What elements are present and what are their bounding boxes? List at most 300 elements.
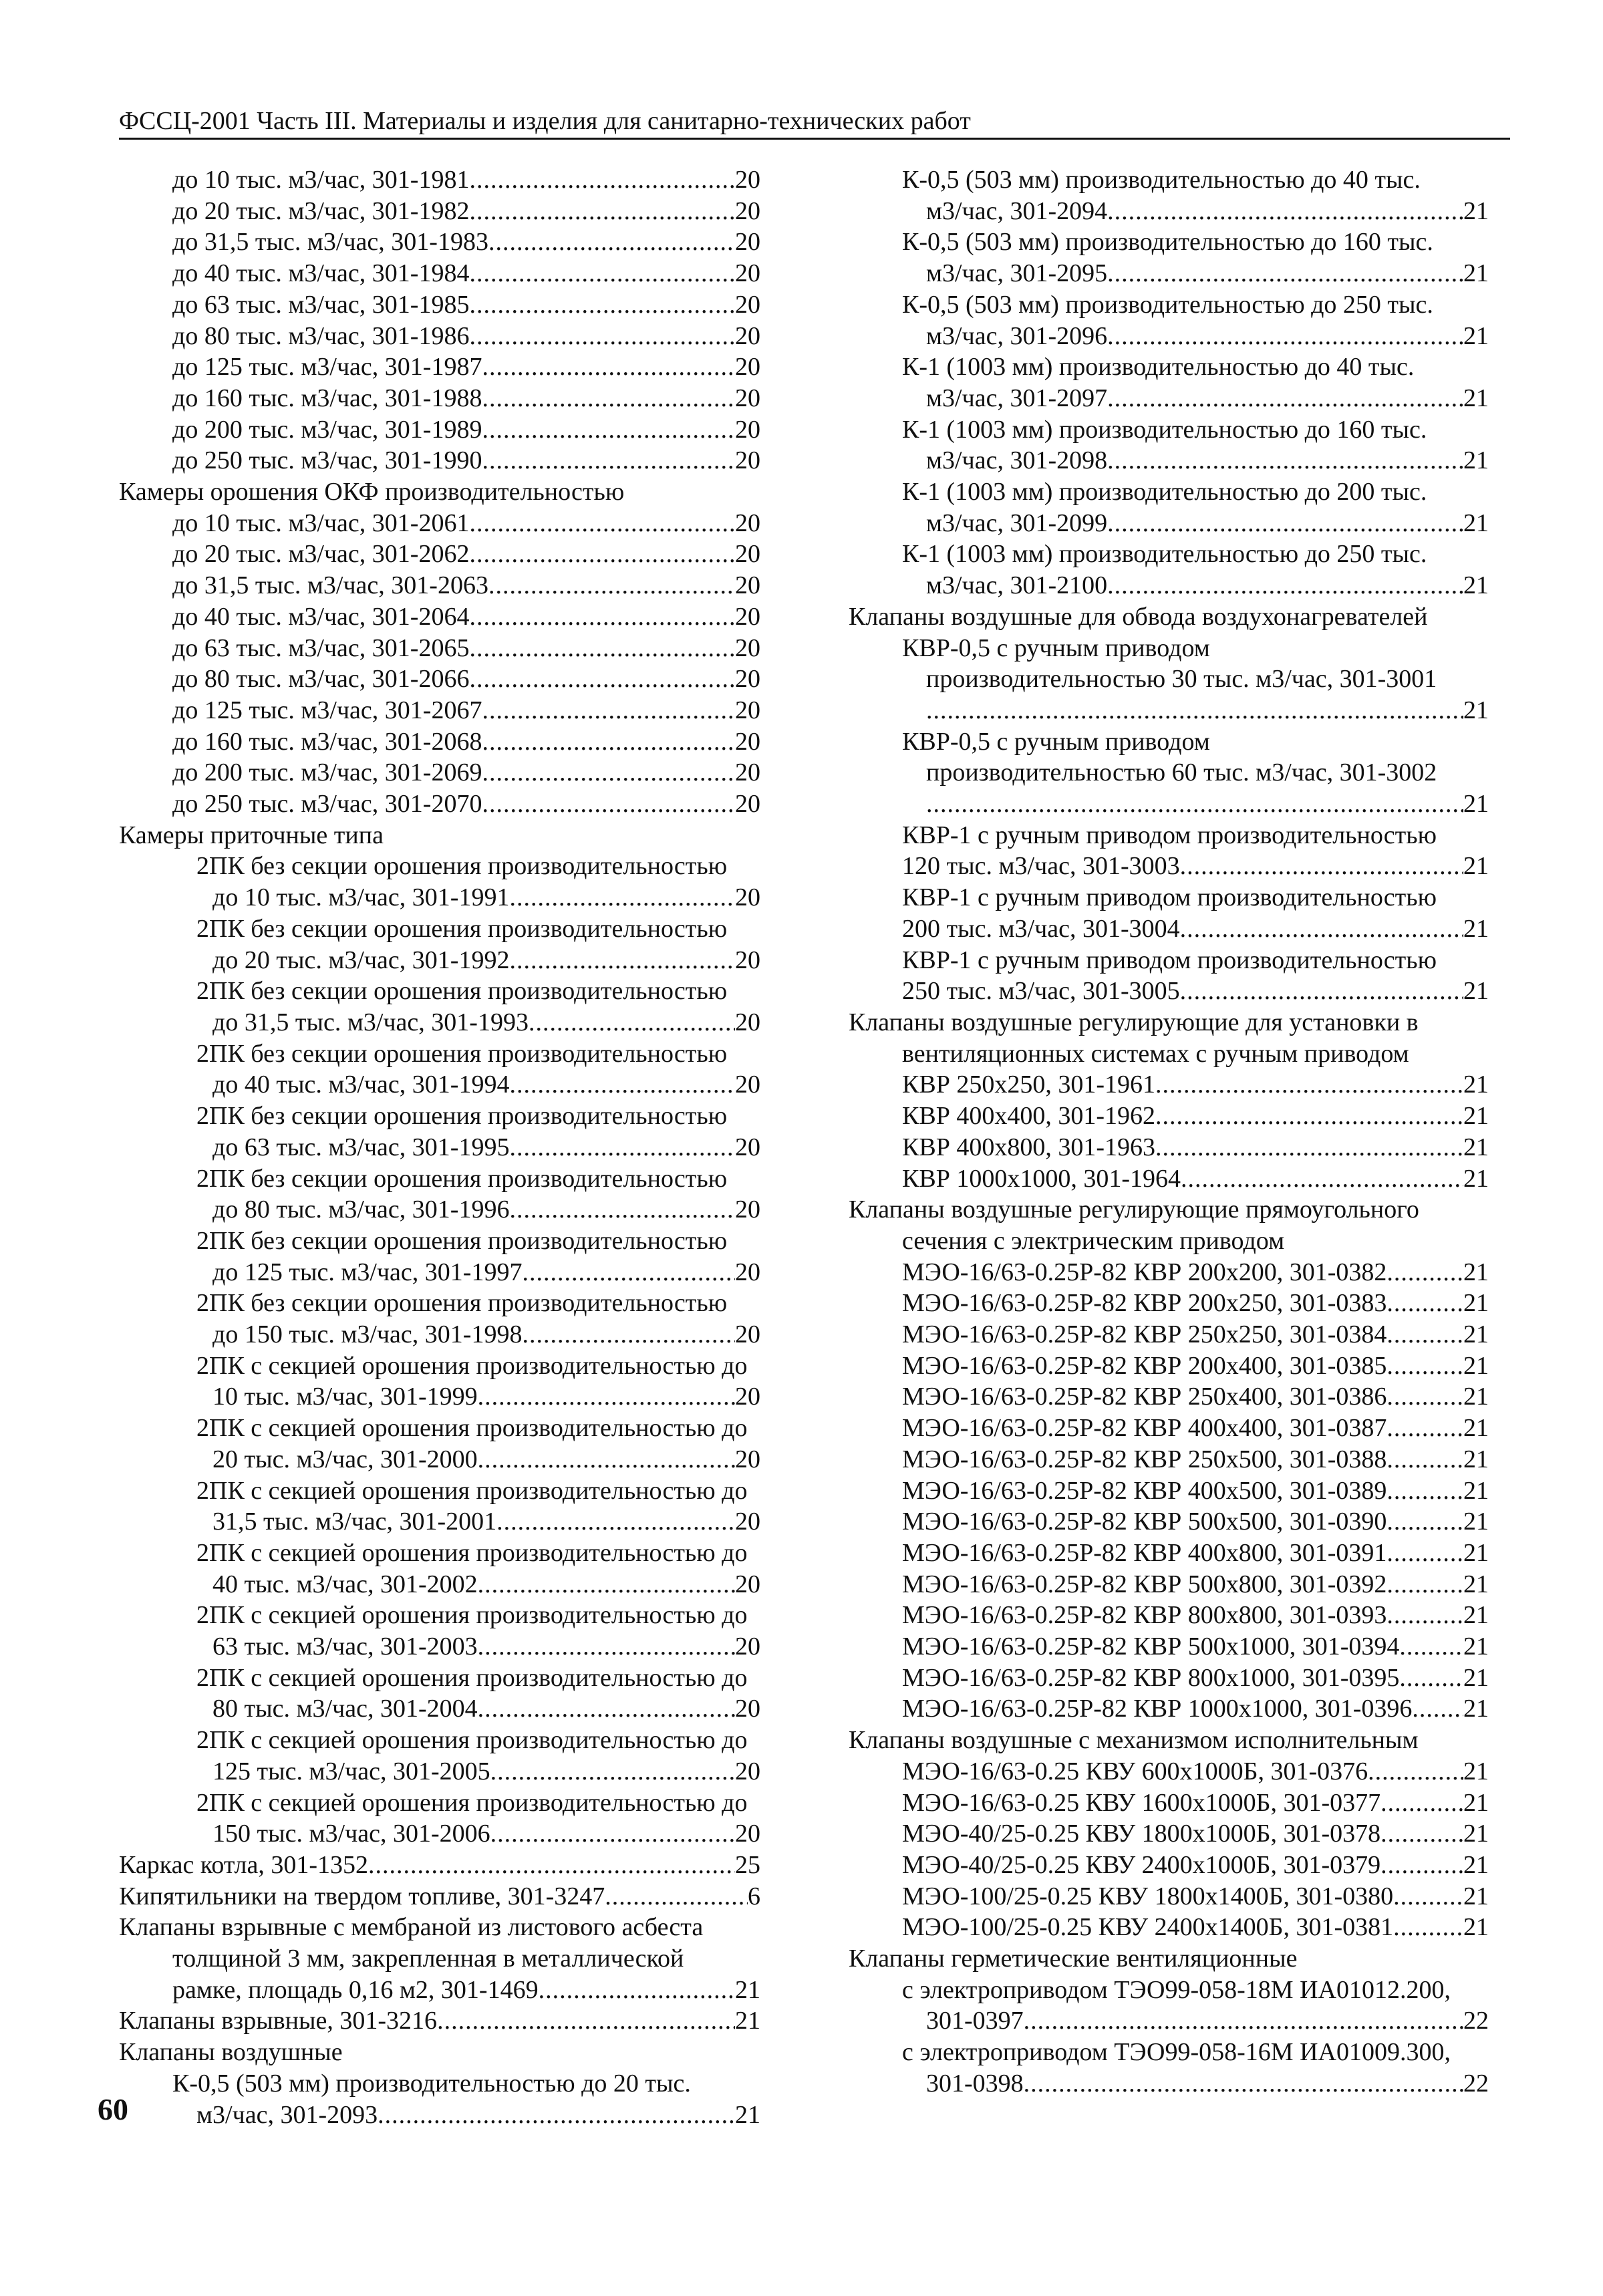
entry-text: до 160 тыс. м3/час, 301-1988 xyxy=(172,384,482,412)
dot-leader xyxy=(539,1975,735,2006)
entry-text: до 80 тыс. м3/час, 301-1986 xyxy=(172,321,470,350)
dot-leader xyxy=(1155,1101,1463,1132)
entry-page: 21 xyxy=(1463,446,1489,475)
entry-text: до 40 тыс. м3/час, 301-1984 xyxy=(172,259,470,288)
entry-page: 20 xyxy=(735,384,760,412)
entry-text: рамке, площадь 0,16 м2, 301-1469 xyxy=(172,1975,539,2004)
entry-page: 20 xyxy=(735,790,760,819)
entry-text: 200 тыс. м3/час, 301-3004 xyxy=(902,914,1180,943)
index-entry xyxy=(849,1850,1489,1881)
dot-leader xyxy=(1180,851,1463,882)
index-entry xyxy=(849,1569,1489,1600)
dot-leader xyxy=(1181,1163,1463,1195)
index-entry xyxy=(119,882,760,913)
index-entry xyxy=(849,1912,1489,1943)
index-heading xyxy=(119,1288,760,1319)
index-entry xyxy=(119,445,760,476)
index-entry xyxy=(849,1600,1489,1631)
entry-text: 2ПК без секции орошения производительностью xyxy=(196,1226,728,1255)
entry-text: сечения с электрическим приводом xyxy=(902,1226,1285,1255)
index-heading xyxy=(849,1038,1489,1070)
entry-page: 21 xyxy=(1463,196,1489,225)
index-heading xyxy=(119,1663,760,1694)
entry-text: КВР-1 с ручным приводом производительностью xyxy=(902,946,1437,974)
entry-text: производительностью 30 тыс. м3/час, 301-3001 xyxy=(926,665,1437,694)
index-entry xyxy=(119,726,760,758)
entry-page: 21 xyxy=(1463,696,1489,724)
dot-leader xyxy=(1380,1818,1463,1850)
dot-leader xyxy=(1387,1381,1463,1413)
dot-leader xyxy=(926,788,1463,820)
entry-text: до 40 тыс. м3/час, 301-1994 xyxy=(212,1070,510,1099)
entry-text: Каркас котла, 301-1352 xyxy=(119,1850,369,1879)
entry-page: 21 xyxy=(1463,1882,1489,1910)
index-entry xyxy=(119,321,760,352)
entry-page: 20 xyxy=(735,1008,760,1036)
entry-page: 21 xyxy=(1463,509,1489,537)
index-entry xyxy=(849,976,1489,1007)
entry-text: МЭО-16/63-0.25Р-82 КВР 250x400, 301-0386 xyxy=(902,1383,1387,1411)
index-entry xyxy=(119,1257,760,1288)
entry-page: 21 xyxy=(1463,1445,1489,1473)
dot-leader xyxy=(1393,1912,1463,1943)
dot-leader xyxy=(482,414,735,446)
entry-text: вентиляционных системах с ручным приводом xyxy=(902,1039,1409,1068)
index-entry xyxy=(849,1163,1489,1195)
dot-leader xyxy=(1155,1132,1463,1163)
entry-text: МЭО-100/25-0.25 КВУ 2400x1400Б, 301-0381 xyxy=(902,1913,1394,1942)
index-heading xyxy=(849,2037,1489,2068)
dot-leader xyxy=(469,508,735,539)
dot-leader xyxy=(1107,508,1463,539)
entry-text: К-0,5 (503 мм) производительностью до 160 тыс. xyxy=(902,228,1433,257)
index-heading xyxy=(119,976,760,1007)
dot-leader xyxy=(1380,1850,1463,1881)
entry-text: К-1 (1003 мм) производительностью до 250 тыс. xyxy=(902,540,1427,569)
dot-leader xyxy=(478,1569,735,1600)
index-entry xyxy=(849,1257,1489,1288)
dot-leader xyxy=(1107,445,1463,476)
entry-page: 21 xyxy=(1463,1508,1489,1536)
dot-leader xyxy=(605,1881,748,1912)
entry-page: 21 xyxy=(1463,1757,1489,1785)
entry-page: 21 xyxy=(735,2007,760,2035)
index-entry xyxy=(849,1413,1489,1444)
dot-leader xyxy=(469,196,735,227)
entry-text: Камеры орошения ОКФ производительностью xyxy=(119,478,625,507)
index-entry xyxy=(119,757,760,788)
entry-page: 21 xyxy=(1463,1476,1489,1505)
entry-page: 21 xyxy=(1463,1570,1489,1598)
entry-text: до 20 тыс. м3/час, 301-1992 xyxy=(212,946,510,974)
entry-page: 21 xyxy=(1463,1164,1489,1193)
index-entry xyxy=(849,258,1489,289)
entry-page: 20 xyxy=(735,1258,760,1286)
index-entry xyxy=(119,1881,760,1912)
entry-text: до 63 тыс. м3/час, 301-1995 xyxy=(212,1133,510,1161)
dot-leader xyxy=(1387,1475,1463,1507)
entry-page: 20 xyxy=(735,602,760,631)
dot-leader xyxy=(1387,1319,1463,1350)
entry-text: до 10 тыс. м3/час, 301-1981 xyxy=(172,166,470,194)
entry-text: м3/час, 301-2094 xyxy=(926,196,1108,225)
entry-page: 20 xyxy=(735,1820,760,1848)
entry-page: 20 xyxy=(735,758,760,787)
index-entry xyxy=(119,633,760,664)
entry-text: МЭО-16/63-0.25 КВУ 1600x1000Б, 301-0377 xyxy=(902,1788,1381,1817)
index-heading xyxy=(119,1226,760,1257)
entry-page: 20 xyxy=(735,415,760,444)
index-entry xyxy=(849,695,1489,726)
entry-text: 250 тыс. м3/час, 301-3005 xyxy=(902,977,1180,1006)
entry-text: толщиной 3 мм, закрепленная в металлической xyxy=(172,1945,684,1973)
entry-page: 21 xyxy=(1463,1663,1489,1692)
entry-page: 20 xyxy=(735,571,760,600)
index-heading xyxy=(849,1725,1489,1756)
entry-text: Клапаны воздушные регулирующие для установки в xyxy=(849,1008,1419,1036)
dot-leader xyxy=(509,882,735,913)
entry-text: 2ПК с секцией орошения производительностью до xyxy=(196,1538,748,1567)
index-heading xyxy=(849,1194,1489,1226)
entry-text: 31,5 тыс. м3/час, 301-2001 xyxy=(212,1508,497,1536)
index-heading xyxy=(849,164,1489,196)
entry-text: Клапаны взрывные с мембраной из листового асбеста xyxy=(119,1913,704,1942)
index-entry xyxy=(849,2005,1489,2037)
dot-leader xyxy=(522,1257,735,1288)
entry-text: м3/час, 301-2100 xyxy=(926,571,1108,600)
dot-leader xyxy=(469,321,735,352)
entry-page: 20 xyxy=(735,1195,760,1224)
entry-text: производительностью 60 тыс. м3/час, 301-3002 xyxy=(926,758,1437,787)
index-entry xyxy=(849,1787,1489,1819)
entry-page: 20 xyxy=(735,259,760,288)
entry-text: МЭО-16/63-0.25Р-82 КВР 250x250, 301-0384 xyxy=(902,1320,1387,1349)
entry-text: МЭО-16/63-0.25 КВУ 600x1000Б, 301-0376 xyxy=(902,1757,1368,1785)
entry-text: до 160 тыс. м3/час, 301-2068 xyxy=(172,727,482,756)
entry-text: 301-0398 xyxy=(926,2069,1024,2098)
dot-leader xyxy=(1387,1569,1463,1600)
dot-leader xyxy=(469,633,735,664)
dot-leader xyxy=(1387,1444,1463,1475)
entry-page: 21 xyxy=(1463,1820,1489,1848)
index-heading xyxy=(119,1413,760,1444)
entry-page: 20 xyxy=(735,540,760,569)
index-entry xyxy=(849,1132,1489,1163)
dot-leader xyxy=(1180,976,1463,1007)
index-entry xyxy=(119,289,760,321)
dot-leader xyxy=(469,539,735,570)
index-entry xyxy=(119,383,760,414)
entry-text: 2ПК без секции орошения производительностью xyxy=(196,1102,728,1131)
entry-text: 120 тыс. м3/час, 301-3003 xyxy=(902,852,1180,881)
entry-text: Клапаны воздушные xyxy=(119,2038,343,2067)
dot-leader xyxy=(1399,1631,1463,1663)
entry-text: 2ПК без секции орошения производительностью xyxy=(196,914,728,943)
index-heading xyxy=(849,414,1489,446)
entry-page: 20 xyxy=(735,946,760,974)
index-heading xyxy=(119,1350,760,1382)
index-entry xyxy=(849,321,1489,352)
index-heading xyxy=(119,851,760,882)
entry-page: 21 xyxy=(1463,790,1489,819)
entry-text: МЭО-16/63-0.25Р-82 КВР 200x250, 301-0383 xyxy=(902,1289,1387,1318)
entry-text: Клапаны герметические вентиляционные xyxy=(849,1945,1298,1973)
entry-page: 20 xyxy=(735,1508,760,1536)
entry-text: м3/час, 301-2097 xyxy=(926,384,1108,412)
entry-page: 21 xyxy=(1463,852,1489,881)
entry-text: до 125 тыс. м3/час, 301-1997 xyxy=(212,1258,523,1286)
entry-text: 63 тыс. м3/час, 301-2003 xyxy=(212,1632,478,1661)
entry-page: 6 xyxy=(748,1882,760,1910)
index-entry xyxy=(119,539,760,570)
entry-page: 21 xyxy=(1463,1320,1489,1349)
index-heading xyxy=(119,1538,760,1569)
entry-text: до 63 тыс. м3/час, 301-1985 xyxy=(172,290,470,319)
dot-leader xyxy=(1387,1413,1463,1444)
entry-text: до 125 тыс. м3/час, 301-1987 xyxy=(172,353,482,382)
entry-text: КВР-0,5 с ручным приводом xyxy=(902,727,1210,756)
index-entry xyxy=(119,2100,760,2131)
dot-leader xyxy=(482,788,735,820)
entry-text: до 10 тыс. м3/час, 301-2061 xyxy=(172,509,470,537)
index-entry xyxy=(119,1506,760,1538)
index-entry xyxy=(849,508,1489,539)
dot-leader xyxy=(509,1132,735,1163)
dot-leader xyxy=(1387,1288,1463,1319)
dot-leader xyxy=(378,2100,735,2131)
entry-text: КВР 1000x1000, 301-1964 xyxy=(902,1164,1181,1193)
index-heading xyxy=(849,227,1489,258)
entry-text: МЭО-16/63-0.25Р-82 КВР 400x500, 301-0389 xyxy=(902,1476,1387,1505)
dot-leader xyxy=(469,289,735,321)
index-entry xyxy=(119,1850,760,1881)
entry-text: Клапаны воздушные регулирующие прямоугольного xyxy=(849,1195,1419,1224)
index-entry xyxy=(119,2005,760,2037)
index-entry xyxy=(849,1663,1489,1694)
entry-text: до 125 тыс. м3/час, 301-2067 xyxy=(172,696,482,724)
entry-text: м3/час, 301-2095 xyxy=(926,259,1108,288)
index-entry xyxy=(849,1319,1489,1350)
dot-leader xyxy=(496,1506,735,1538)
entry-text: 2ПК с секцией орошения производительностью до xyxy=(196,1663,748,1692)
entry-page: 20 xyxy=(735,166,760,194)
entry-page: 20 xyxy=(735,1070,760,1099)
entry-text: МЭО-40/25-0.25 КВУ 1800x1000Б, 301-0378 xyxy=(902,1820,1381,1848)
dot-leader xyxy=(482,351,735,383)
entry-text: до 31,5 тыс. м3/час, 301-2063 xyxy=(172,571,488,600)
entry-text: К-1 (1003 мм) производительностью до 40 тыс. xyxy=(902,353,1415,382)
dot-leader xyxy=(482,757,735,788)
index-entry xyxy=(119,164,760,196)
entry-text: МЭО-16/63-0.25Р-82 КВР 200x200, 301-0382 xyxy=(902,1258,1387,1286)
index-heading xyxy=(119,1038,760,1070)
entry-text: МЭО-16/63-0.25Р-82 КВР 800x800, 301-0393 xyxy=(902,1601,1387,1630)
entry-page: 21 xyxy=(1463,1601,1489,1630)
entry-text: 2ПК с секцией орошения производительностью до xyxy=(196,1726,748,1755)
index-heading xyxy=(849,633,1489,664)
index-entry xyxy=(849,1288,1489,1319)
entry-text: до 20 тыс. м3/час, 301-1982 xyxy=(172,196,470,225)
dot-leader xyxy=(1107,383,1463,414)
index-heading xyxy=(119,913,760,945)
entry-text: МЭО-100/25-0.25 КВУ 1800x1400Б, 301-0380 xyxy=(902,1882,1394,1910)
entry-text: КВР 400x800, 301-1963 xyxy=(902,1133,1155,1161)
entry-page: 20 xyxy=(735,1133,760,1161)
index-heading xyxy=(119,1725,760,1756)
entry-text: 150 тыс. м3/час, 301-2006 xyxy=(212,1820,490,1848)
dot-leader xyxy=(1380,1787,1463,1819)
entry-text: 40 тыс. м3/час, 301-2002 xyxy=(212,1570,478,1598)
entry-text: МЭО-16/63-0.25Р-82 КВР 200x400, 301-0385 xyxy=(902,1351,1387,1380)
entry-text: МЭО-16/63-0.25Р-82 КВР 500x1000, 301-0394 xyxy=(902,1632,1400,1661)
dot-leader xyxy=(1107,570,1463,601)
dot-leader xyxy=(469,258,735,289)
index-entry xyxy=(119,601,760,633)
entry-text: до 80 тыс. м3/час, 301-1996 xyxy=(212,1195,510,1224)
index-heading xyxy=(119,820,760,851)
entry-page: 21 xyxy=(1463,384,1489,412)
dot-leader xyxy=(1387,1538,1463,1569)
entry-text: до 31,5 тыс. м3/час, 301-1993 xyxy=(212,1008,529,1036)
entry-page: 25 xyxy=(735,1850,760,1879)
dot-leader xyxy=(478,1444,735,1475)
entry-page: 20 xyxy=(735,1320,760,1349)
entry-text: до 200 тыс. м3/час, 301-2069 xyxy=(172,758,482,787)
running-header: ФССЦ-2001 Часть III. Материалы и изделия для санитарно-технических работ xyxy=(119,106,1510,140)
entry-page: 21 xyxy=(1463,1414,1489,1443)
dot-leader xyxy=(482,445,735,476)
dot-leader xyxy=(490,1756,735,1787)
entry-text: 301-0397 xyxy=(926,2007,1024,2035)
entry-page: 20 xyxy=(735,446,760,475)
entry-text: 2ПК с секцией орошения производительностью до xyxy=(196,1476,748,1505)
index-heading xyxy=(849,351,1489,383)
dot-leader xyxy=(478,1381,735,1413)
index-entry xyxy=(119,414,760,446)
index-entry xyxy=(849,2068,1489,2100)
index-entry xyxy=(119,1631,760,1663)
index-heading xyxy=(849,945,1489,976)
dot-leader xyxy=(1387,1257,1463,1288)
entry-text: КВР 400x400, 301-1962 xyxy=(902,1102,1155,1131)
index-entry xyxy=(849,1381,1489,1413)
dot-leader xyxy=(522,1319,735,1350)
entry-page: 21 xyxy=(735,2100,760,2129)
entry-text: 2ПК с секцией орошения производительностью до xyxy=(196,1414,748,1443)
entry-page: 22 xyxy=(1463,2007,1489,2035)
entry-text: МЭО-16/63-0.25Р-82 КВР 250x500, 301-0388 xyxy=(902,1445,1387,1473)
index-entry xyxy=(119,1693,760,1725)
entry-page: 20 xyxy=(735,290,760,319)
index-heading xyxy=(119,2068,760,2100)
entry-page: 21 xyxy=(1463,1632,1489,1661)
index-heading xyxy=(119,1912,760,1943)
entry-text: с электроприводом ТЭО99-058-16М ИА01009.300, xyxy=(902,2038,1451,2067)
entry-text: Камеры приточные типа xyxy=(119,821,384,849)
index-entry xyxy=(849,1631,1489,1663)
entry-page: 20 xyxy=(735,353,760,382)
index-heading xyxy=(849,664,1489,695)
entry-page: 21 xyxy=(1463,1913,1489,1942)
entry-text: 2ПК без секции орошения производительностью xyxy=(196,977,728,1006)
index-entry xyxy=(119,1007,760,1038)
entry-page: 21 xyxy=(1463,1133,1489,1161)
entry-page: 21 xyxy=(1463,259,1489,288)
index-heading xyxy=(119,2037,760,2068)
entry-text: КВР 250x250, 301-1961 xyxy=(902,1070,1155,1099)
entry-page: 21 xyxy=(1463,1383,1489,1411)
dot-leader xyxy=(1412,1693,1463,1725)
dot-leader xyxy=(1024,2005,1463,2037)
index-entry xyxy=(849,1069,1489,1101)
index-entry xyxy=(119,1569,760,1600)
index-heading xyxy=(849,476,1489,508)
index-entry xyxy=(849,1101,1489,1132)
index-entry xyxy=(849,1475,1489,1507)
index-entry xyxy=(849,851,1489,882)
index-entry xyxy=(119,1818,760,1850)
entry-text: до 250 тыс. м3/час, 301-2070 xyxy=(172,790,482,819)
index-entry xyxy=(119,945,760,976)
index-entry xyxy=(119,570,760,601)
index-entry xyxy=(119,508,760,539)
index-heading xyxy=(849,1943,1489,1975)
entry-text: 2ПК без секции орошения производительностью xyxy=(196,1164,728,1193)
entry-text: м3/час, 301-2096 xyxy=(926,321,1108,350)
dot-leader xyxy=(478,1693,735,1725)
dot-leader xyxy=(482,726,735,758)
index-heading xyxy=(119,1163,760,1195)
index-entry xyxy=(849,196,1489,227)
entry-page: 21 xyxy=(1463,571,1489,600)
entry-page: 21 xyxy=(1463,1850,1489,1879)
dot-leader xyxy=(1107,321,1463,352)
entry-text: МЭО-16/63-0.25Р-82 КВР 400x400, 301-0387 xyxy=(902,1414,1387,1443)
entry-text: К-0,5 (503 мм) производительностью до 20 тыс. xyxy=(172,2069,691,2098)
dot-leader xyxy=(490,1818,735,1850)
entry-text: до 20 тыс. м3/час, 301-2062 xyxy=(172,540,470,569)
index-entry xyxy=(119,351,760,383)
entry-page: 20 xyxy=(735,727,760,756)
dot-leader xyxy=(1399,1663,1463,1694)
entry-text: до 40 тыс. м3/час, 301-2064 xyxy=(172,602,470,631)
entry-page: 21 xyxy=(1463,1070,1489,1099)
dot-leader xyxy=(1387,1350,1463,1382)
index-heading xyxy=(849,1226,1489,1257)
entry-text: 2ПК с секцией орошения производительностью до xyxy=(196,1351,748,1380)
entry-page: 21 xyxy=(1463,1351,1489,1380)
index-heading xyxy=(849,726,1489,758)
index-entry xyxy=(119,1756,760,1787)
entry-text: КВР-1 с ручным приводом производительностью xyxy=(902,821,1437,849)
index-heading xyxy=(119,1475,760,1507)
index-heading xyxy=(849,539,1489,570)
index-entry xyxy=(119,1975,760,2006)
entry-text: 2ПК без секции орошения производительностью xyxy=(196,852,728,881)
entry-page: 20 xyxy=(735,1445,760,1473)
entry-text: до 63 тыс. м3/час, 301-2065 xyxy=(172,633,470,662)
entry-text: до 80 тыс. м3/час, 301-2066 xyxy=(172,665,470,694)
index-entry xyxy=(119,1444,760,1475)
entry-page: 21 xyxy=(1463,914,1489,943)
dot-leader xyxy=(469,601,735,633)
dot-leader xyxy=(926,695,1463,726)
entry-page: 21 xyxy=(1463,1695,1489,1723)
index-heading xyxy=(849,882,1489,913)
entry-text: КВР-1 с ручным приводом производительностью xyxy=(902,883,1437,912)
entry-text: 20 тыс. м3/час, 301-2000 xyxy=(212,1445,478,1473)
entry-text: 2ПК с секцией орошения производительностью до xyxy=(196,1788,748,1817)
